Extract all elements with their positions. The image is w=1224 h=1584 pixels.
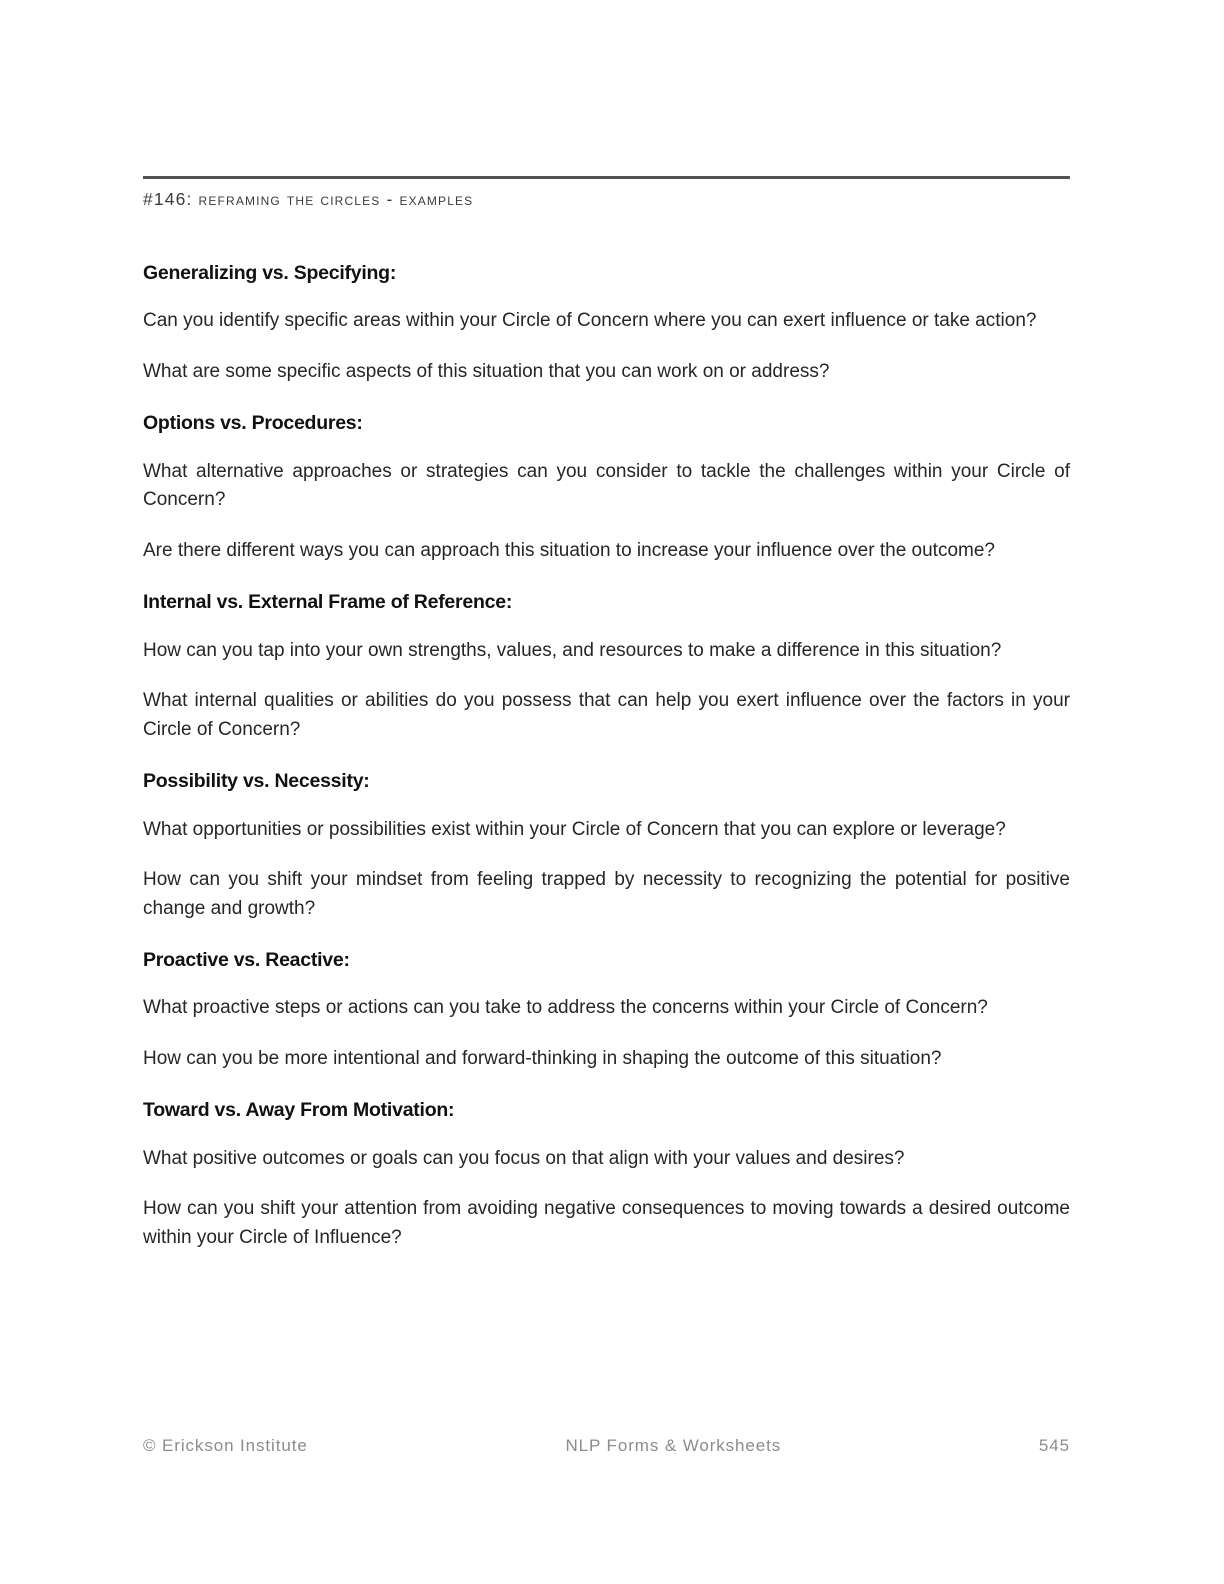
spacer [143,436,1070,458]
footer-document-title: NLP Forms & Worksheets [565,1436,782,1455]
section-heading: Generalizing vs. Specifying: [143,262,397,284]
footer-copyright: © Erickson Institute [143,1436,308,1455]
document-section [143,949,1070,1073]
section-heading: Options vs. Procedures: [143,412,363,435]
question-paragraph: What internal qualities or abilities do you possess that can help you exert influence over the factors in your Circle of Concern? [143,690,1070,740]
question-paragraph: What positive outcomes or goals can you focus on that align with your values and desires? [143,1147,905,1169]
document-page [143,0,1070,1584]
section-heading: Internal vs. External Frame of Reference: [143,591,513,614]
spacer [143,665,1070,687]
spacer [143,1173,1070,1195]
footer-page-number: 545 [1038,1436,1070,1455]
page-footer [143,1436,1070,1456]
spacer [143,1023,1070,1045]
spacer [143,1123,1070,1145]
question-paragraph: How can you shift your attention from avoiding negative consequences to moving towards a desired outcome within your Circle of Influence? [143,1198,1070,1248]
question-paragraph: What are some specific aspects of this situation that you can work on or address? [143,360,830,382]
spacer [143,744,1070,770]
section-heading: Toward vs. Away From Motivation: [143,1099,455,1122]
spacer [143,844,1070,866]
question-paragraph: How can you shift your mindset from feeling trapped by necessity to recognizing the potential for positive change and growth? [143,869,1070,919]
spacer [143,972,1070,994]
spacer [143,515,1070,537]
spacer [143,1073,1070,1099]
question-paragraph: Can you identify specific areas within your Circle of Concern where you can exert influence or take action? [143,310,1037,332]
section-heading: Possibility vs. Necessity: [143,770,370,793]
document-section [143,770,1070,923]
document-section [143,262,1070,386]
question-paragraph: What alternative approaches or strategies can you consider to tackle the challenges within your Circle of Concern? [143,460,1070,511]
question-paragraph: What proactive steps or actions can you take to address the concerns within your Circle of Concern? [143,997,988,1019]
section-heading: Proactive vs. Reactive: [143,949,350,972]
spacer [143,615,1070,637]
page-title: #146: reframing the circles - examples [143,189,474,209]
spacer [143,565,1070,591]
document-section [143,412,1070,565]
spacer [143,923,1070,949]
document-body [143,262,1070,1252]
spacer [143,794,1070,816]
header-divider-rule [143,176,1070,179]
document-section [143,591,1070,744]
spacer [143,386,1070,412]
question-paragraph: What opportunities or possibilities exist within your Circle of Concern that you can explore or leverage? [143,818,1006,840]
page-header [143,176,1070,210]
question-paragraph: How can you be more intentional and forward-thinking in shaping the outcome of this situation? [143,1047,942,1069]
question-paragraph: How can you tap into your own strengths, values, and resources to make a difference in this situation? [143,639,1002,661]
spacer [143,336,1070,358]
question-paragraph: Are there different ways you can approach this situation to increase your influence over the outcome? [143,539,995,561]
spacer [143,285,1070,307]
document-section [143,1099,1070,1252]
